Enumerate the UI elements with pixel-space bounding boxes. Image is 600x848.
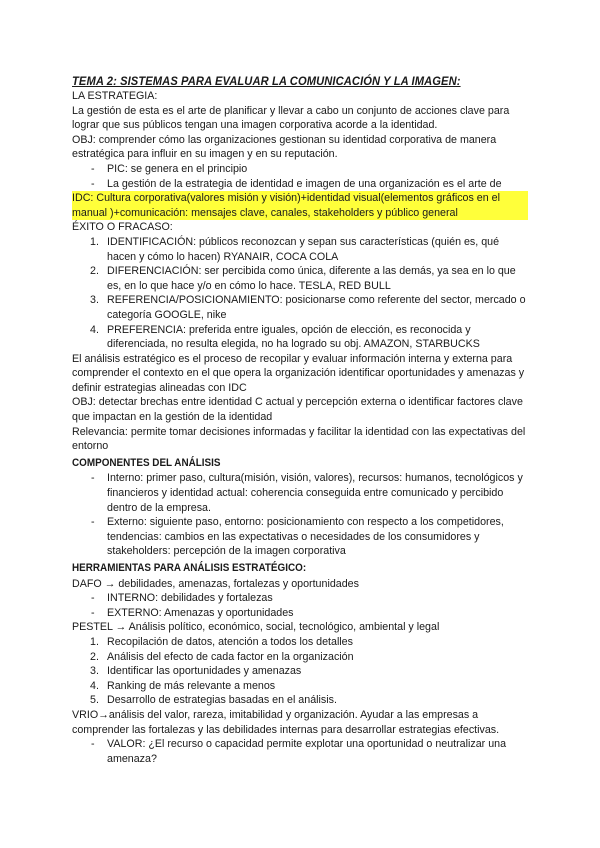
objective-paragraph: OBJ: comprender cómo las organizaciones gestionan su identidad corporativa de manera estratégica para influir en su imagen y en su reputación. xyxy=(72,133,497,161)
vrio-paragraph: VRIO→análisis del valor, rareza, imitabilidad y organización. Ayudar a las empresas a comprender las fortalezas y las debilidades internas para desarrollar estrategias efectivas. xyxy=(72,708,500,736)
list-item xyxy=(72,323,528,352)
relevancia-paragraph: Relevancia: permite tomar decisiones informadas y facilitar la identidad con las expectativas del entorno xyxy=(72,425,526,453)
exito-list xyxy=(72,235,528,352)
list-number: 1. xyxy=(90,235,99,248)
list-item: - La gestión de la estrategia de identidad e imagen de una organización es el arte de xyxy=(72,177,528,192)
estrategia-definition: La gestión de esta es el arte de planificar y llevar a cabo un conjunto de acciones clave para lograr que sus públicos tengan una imagen corporativa acorde a la identidad. xyxy=(72,104,510,132)
analisis-definition: El análisis estratégico es el proceso de recopilar y evaluar información interna y externa para comprender el contexto en el que opera la organización identificar oportunidades y amenazas y definir estrategias alineadas con IDC xyxy=(72,352,525,394)
dafo-paragraph: DAFO → debilidades, amenazas, fortalezas y oportunidades xyxy=(72,577,359,590)
list-item xyxy=(72,235,528,264)
document-title: TEMA 2: SISTEMAS PARA EVALUAR LA COMUNICACIÓN Y LA IMAGEN: xyxy=(72,74,461,88)
list-number: 5. xyxy=(90,694,99,707)
list-item: - Interno: primer paso, cultura(misión, visión, valores), recursos: humanos, tecnológicos y financieros y identidad actual: coherencia conseguida entre comunicado y percibido dentro de la empresa. xyxy=(72,471,528,515)
pestel-paragraph: PESTEL → Análisis político, económico, social, tecnológico, ambiental y legal xyxy=(72,621,440,634)
idc-highlight: IDC: Cultura corporativa(valores misión y visión)+identidad visual(elementos gráficos en el manual )+comunicación: mensajes clave, canales, stakeholders y público general xyxy=(72,191,528,220)
dafo-list xyxy=(72,591,528,620)
list-text: REFERENCIA/POSICIONAMIENTO: posicionarse como referente del sector, mercado o categoría GOOGLE, nike xyxy=(107,294,526,321)
list-item xyxy=(72,650,528,665)
list-number: 2. xyxy=(90,265,99,278)
vrio-list xyxy=(72,737,528,766)
list-item xyxy=(72,293,528,322)
list-text: DIFERENCIACIÓN: ser percibida como única, diferente a las demás, ya sea en lo que es, en lo que hace y/o en cómo lo hace. TESLA, RED BULL xyxy=(107,265,516,292)
list-item: - PIC: se genera en el principio xyxy=(72,162,528,177)
bullet-list-pic xyxy=(72,162,528,191)
list-text: PREFERENCIA: preferida entre iguales, opción de elección, es reconocida y diferenciada, no resulta elegida, no ha logrado su obj. AMAZON, STARBUCKS xyxy=(107,323,480,351)
pestel-list xyxy=(72,635,528,708)
document-page xyxy=(72,74,528,766)
list-number: 3. xyxy=(90,665,99,678)
list-number: 2. xyxy=(90,650,99,663)
list-item: - INTERNO: debilidades y fortalezas xyxy=(72,591,528,606)
list-text: Recopilación de datos, atención a todos los detalles xyxy=(107,635,353,648)
list-number: 4. xyxy=(90,679,99,692)
estrategia-heading: LA ESTRATEGIA: xyxy=(72,90,158,102)
list-text: Análisis del efecto de cada factor en la organización xyxy=(107,650,354,663)
herramientas-heading: HERRAMIENTAS PARA ANÁLISIS ESTRATÉGICO: xyxy=(72,562,307,574)
list-text: Ranking de más relevante a menos xyxy=(107,679,276,692)
list-item: - VALOR: ¿El recurso o capacidad permite explotar una oportunidad o neutralizar una amenaza? xyxy=(72,737,528,766)
list-text: Identificar las oportunidades y amenazas xyxy=(107,665,302,678)
objective-paragraph-2: OBJ: detectar brechas entre identidad C actual y percepción externa o identificar factores clave que impactan en la gestión de la identidad xyxy=(72,396,523,424)
list-item xyxy=(72,635,528,650)
list-item: - Externo: siguiente paso, entorno: posicionamiento con respecto a los competidores, tendencias: cambios en las expectativas o necesidades de los consumidores y stakeholders: percepción de la imagen corporativa xyxy=(72,515,528,559)
list-item: - EXTERNO: Amenazas y oportunidades xyxy=(72,606,528,621)
list-number: 3. xyxy=(90,294,99,307)
componentes-list xyxy=(72,471,528,559)
list-item xyxy=(72,693,528,708)
list-number: 4. xyxy=(90,323,99,336)
list-item xyxy=(72,264,528,293)
list-text: IDENTIFICACIÓN: públicos reconozcan y sepan sus características (quién es, qué hacen y cómo lo hacen) RYANAIR, COCA COLA xyxy=(107,235,500,263)
exito-heading: ÉXITO O FRACASO: xyxy=(72,221,173,234)
list-number: 1. xyxy=(90,635,99,648)
list-text: Desarrollo de estrategias basadas en el análisis. xyxy=(107,694,337,707)
list-item xyxy=(72,679,528,694)
componentes-heading: COMPONENTES DEL ANÁLISIS xyxy=(72,456,221,469)
list-item xyxy=(72,664,528,679)
